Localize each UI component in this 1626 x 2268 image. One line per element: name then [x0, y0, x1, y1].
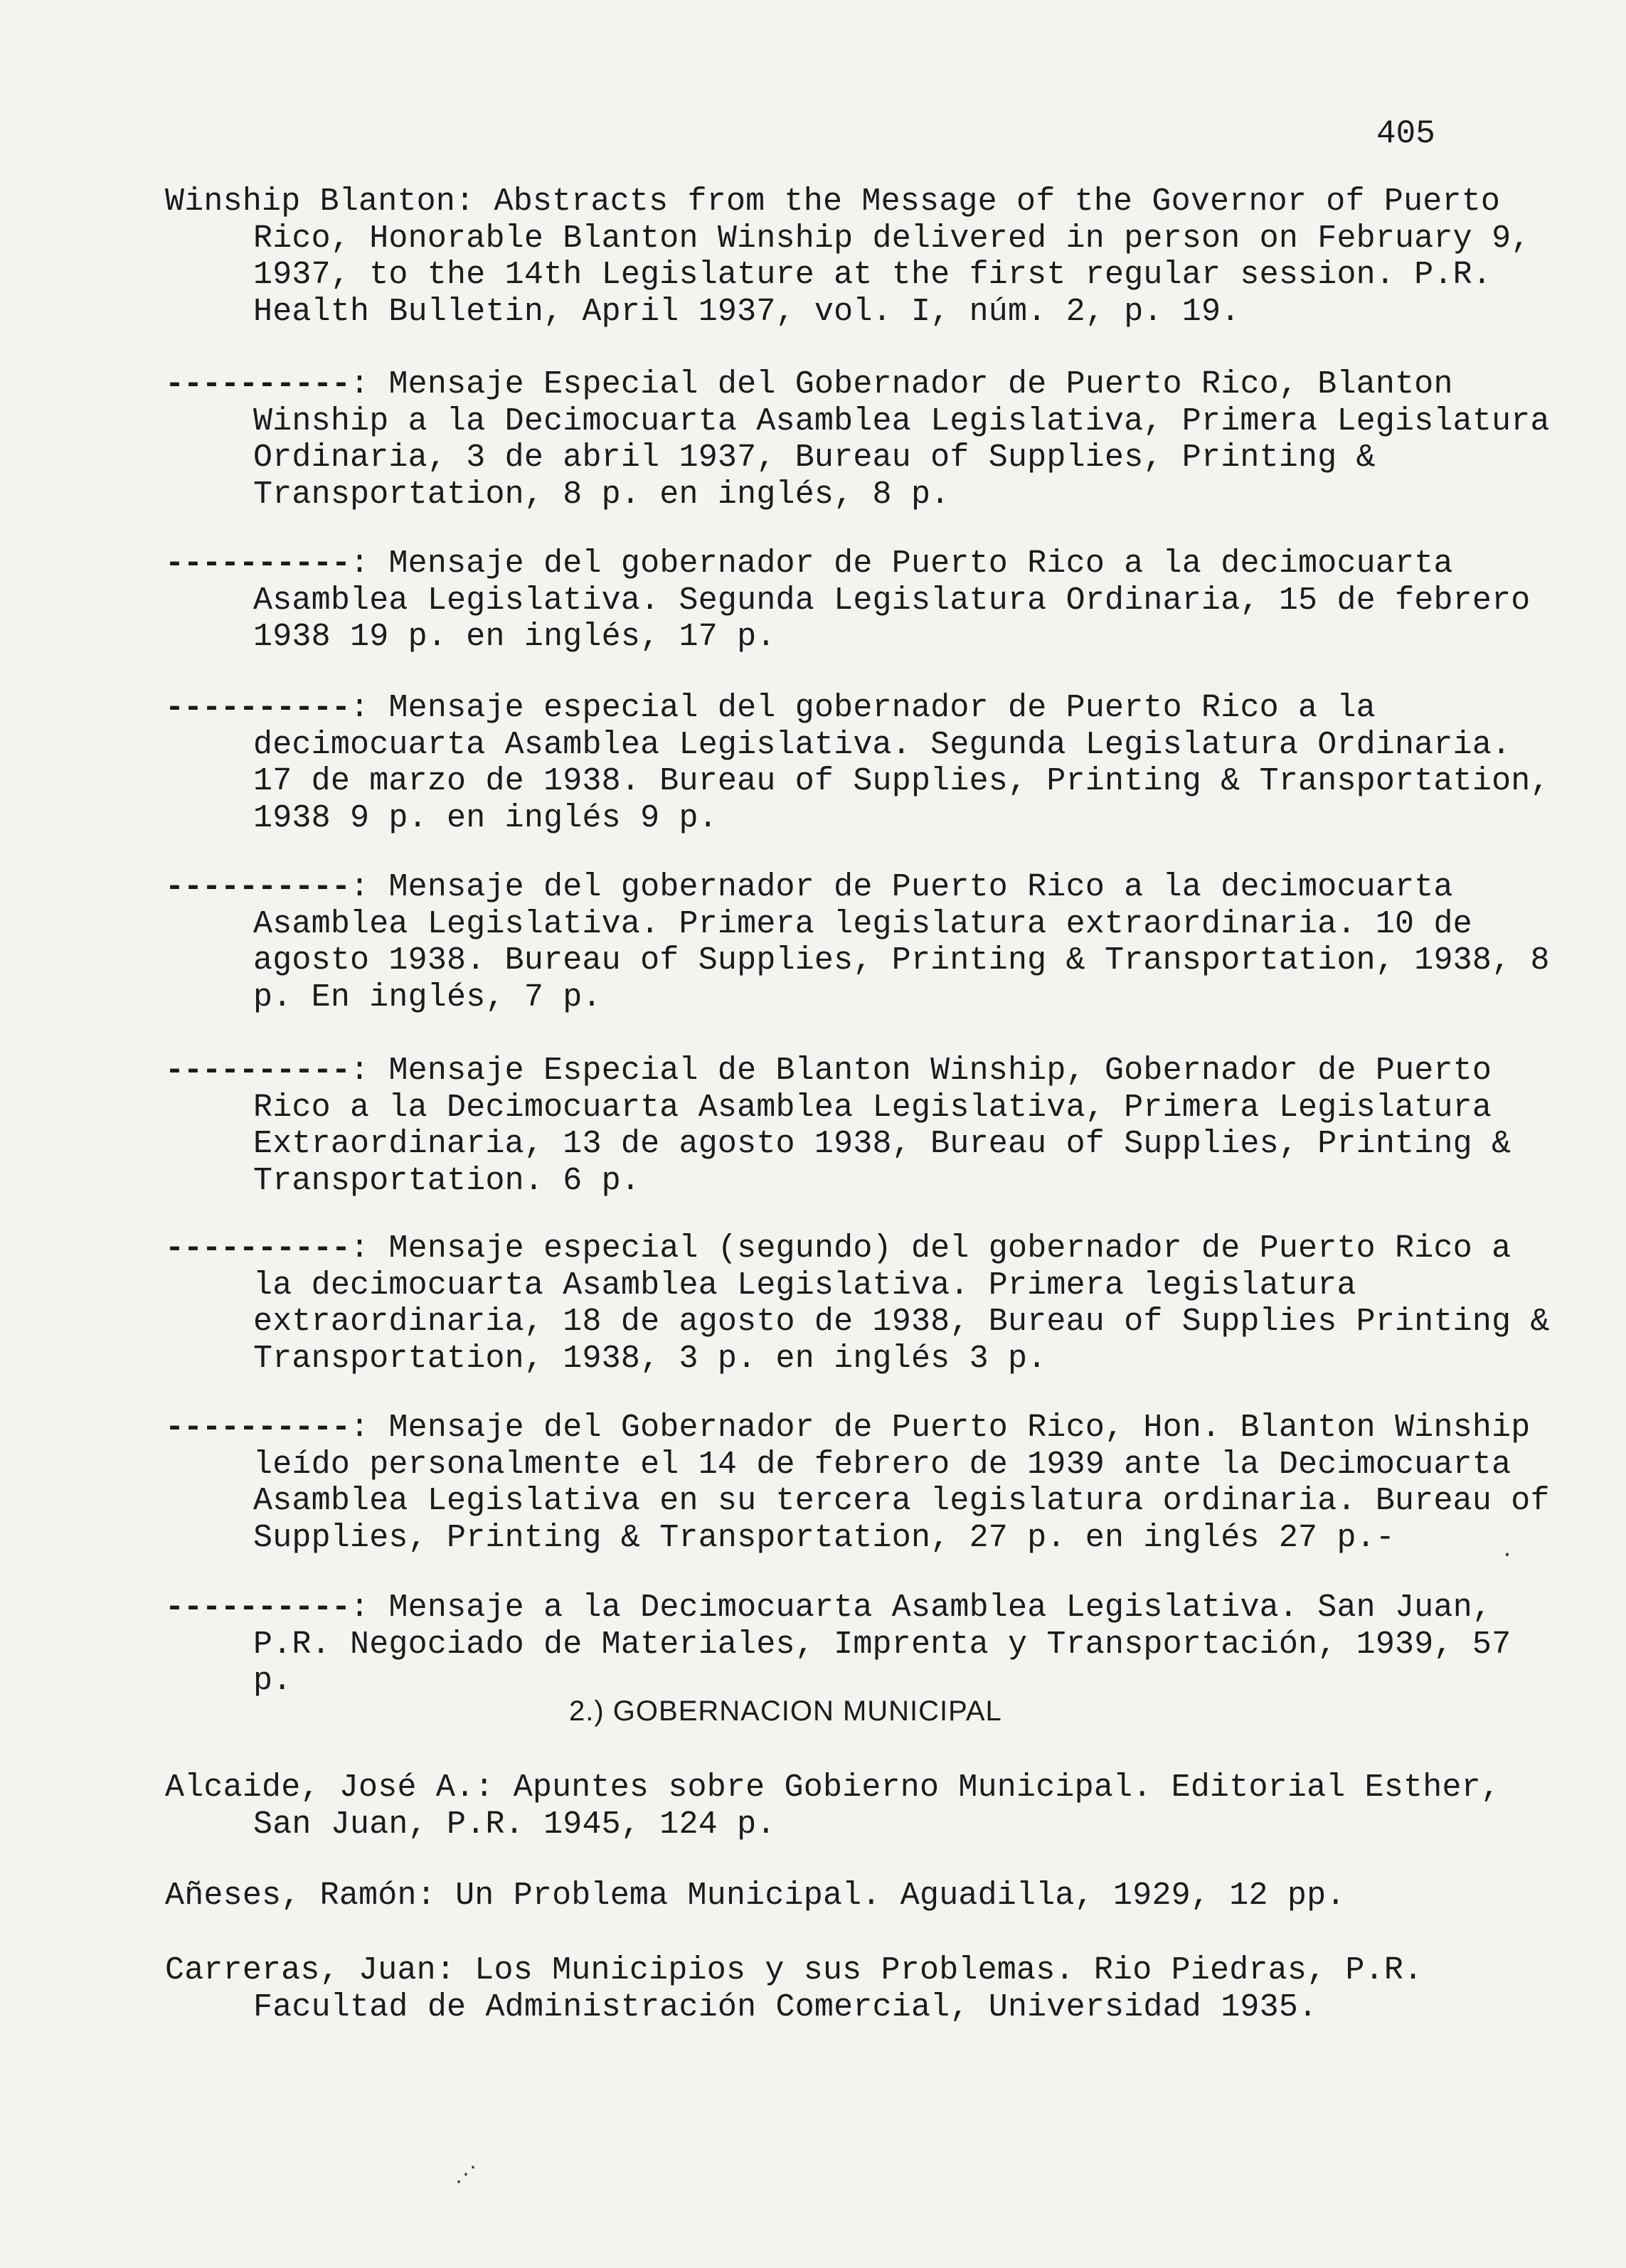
entry-author-dash: ----------: [165, 869, 351, 905]
entry-text: : Apuntes sobre Gobierno Municipal. Editorial Esther, San Juan, P.R. 1945, 124 p.: [253, 1769, 1501, 1843]
entry-author: Winship Blanton: [165, 183, 456, 220]
bibliography-entry: [165, 1952, 1555, 2025]
bibliography-entry: [165, 1769, 1555, 1843]
entry-author: Carreras, Juan: [165, 1952, 436, 1989]
entry-text: : Mensaje a la Decimocuarta Asamblea Legislativa. San Juan, P.R. Negociado de Materiales, Imprenta y Transportación, 1939, 57 p.: [253, 1590, 1511, 1699]
entry-text: : Mensaje especial del gobernador de Puerto Rico a la decimocuarta Asamblea Legislativa. Segunda Legislatura Ordinaria. 17 de marzo de 1938. Bureau of Supplies, Printing & Transportation, 1938 9 p. en inglés 9 p.: [253, 690, 1550, 836]
page-number: 405: [1376, 115, 1435, 152]
entry-author-dash: ----------: [165, 1590, 351, 1626]
bibliography-entry: [165, 1410, 1555, 1556]
entry-text: : Los Municipios y sus Problemas. Rio Piedras, P.R. Facultad de Administración Comercial, Universidad 1935.: [253, 1952, 1423, 2025]
entry-text: : Abstracts from the Message of the Governor of Puerto Rico, Honorable Blanton Winship delivered in person on February 9, 1937, to the 14th Legislature at the first regular session. P.R. Health Bulletin, April 1937, vol. I, núm. 2, p. 19.: [253, 183, 1531, 330]
entry-author-dash: ----------: [165, 1230, 351, 1267]
entry-author-dash: ----------: [165, 545, 351, 582]
entry-author-dash: ----------: [165, 690, 351, 726]
paper-speck-mark: ⋰: [455, 2164, 477, 2188]
entry-text: : Mensaje del gobernador de Puerto Rico a la decimocuarta Asamblea Legislativa. Primera legislatura extraordinaria. 10 de agosto 1938. Bureau of Supplies, Printing & Transportation, 1938, 8 p. En inglés, 7 p.: [253, 869, 1550, 1016]
bibliography-entry: [165, 545, 1555, 656]
entry-author-dash: ----------: [165, 1410, 351, 1446]
entry-text: : Mensaje del gobernador de Puerto Rico a la decimocuarta Asamblea Legislativa. Segunda Legislatura Ordinaria, 15 de febrero 1938 19 p. en inglés, 17 p.: [253, 545, 1531, 655]
entry-text: : Mensaje del Gobernador de Puerto Rico, Hon. Blanton Winship leído personalmente el 14 de febrero de 1939 ante la Decimocuarta Asamblea Legislativa en su tercera legislatura ordinaria. Bureau of Supplies, Printing & Transportation, 27 p. en inglés 27 p.-: [253, 1410, 1550, 1556]
entry-text: : Mensaje Especial de Blanton Winship, Gobernador de Puerto Rico a la Decimocuarta Asamblea Legislativa, Primera Legislatura Extraordinaria, 13 de agosto 1938, Bureau of Supplies, Printing & Transportation. 6 p.: [253, 1053, 1511, 1199]
entry-text: : Un Problema Municipal. Aguadilla, 1929, 12 pp.: [416, 1878, 1346, 1914]
bibliography-entry: [165, 1230, 1555, 1377]
bibliography-entry: [165, 1590, 1555, 1700]
bibliography-entry: [165, 869, 1555, 1016]
bibliography-entry: [165, 690, 1555, 836]
entry-author: Alcaide, José A.: [165, 1769, 475, 1806]
section-heading: 2.) GOBERNACION MUNICIPAL: [569, 1695, 1002, 1727]
bibliography-entry: [165, 1053, 1555, 1199]
paper-speck-mark: ·: [1501, 1543, 1514, 1567]
entry-text: : Mensaje Especial del Gobernador de Puerto Rico, Blanton Winship a la Decimocuarta Asamblea Legislativa, Primera Legislatura Ordinaria, 3 de abril 1937, Bureau of Supplies, Printing & Transportation, 8 p. en inglés, 8 p.: [253, 366, 1550, 513]
bibliography-entry: [165, 183, 1555, 330]
bibliography-entry: [165, 366, 1555, 513]
bibliography-entry: [165, 1878, 1555, 1915]
entry-author: Añeses, Ramón: [165, 1878, 417, 1914]
entry-text: : Mensaje especial (segundo) del gobernador de Puerto Rico a la decimocuarta Asamblea Legislativa. Primera legislatura extraordinaria, 18 de agosto de 1938, Bureau of Supplies Printing & Transportation, 1938, 3 p. en inglés 3 p.: [253, 1230, 1550, 1377]
entry-author-dash: ----------: [165, 1053, 351, 1089]
entry-author-dash: ----------: [165, 366, 351, 403]
